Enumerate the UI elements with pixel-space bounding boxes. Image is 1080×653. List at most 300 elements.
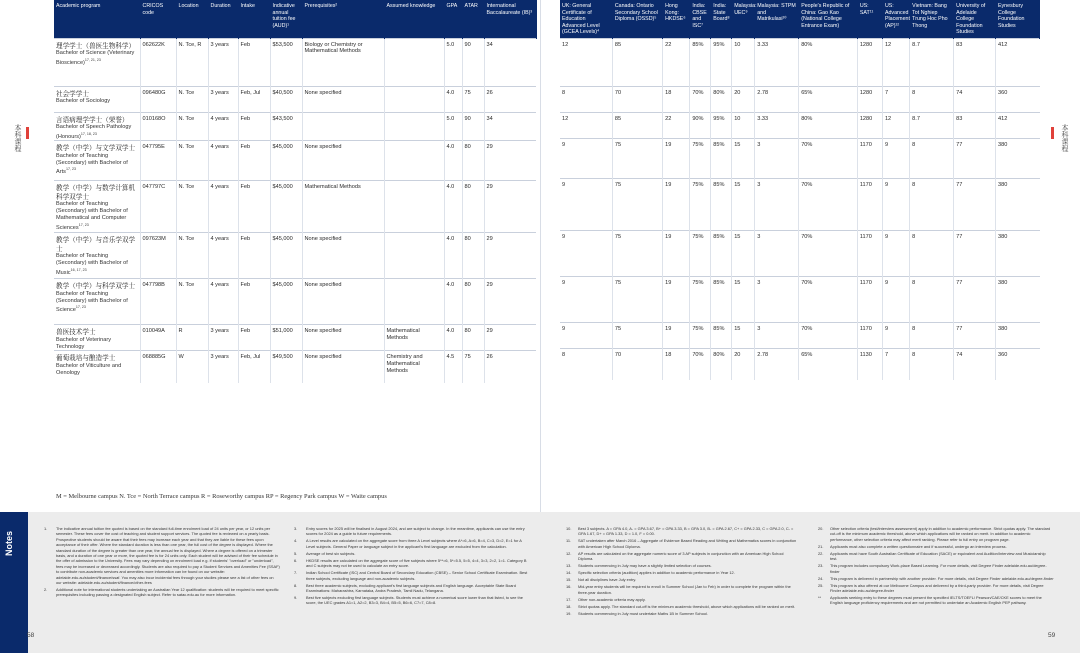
cell-eynesbury: 360 xyxy=(996,86,1040,112)
cell-uk: 8 xyxy=(560,348,612,380)
footnote-ref: 17, 23 xyxy=(75,305,86,310)
table-row xyxy=(54,181,536,233)
cell-state: 85% xyxy=(711,230,732,276)
column-header: Assumed knowledge xyxy=(384,0,444,38)
footnote-number: 12. xyxy=(566,550,572,556)
footnote xyxy=(294,583,530,594)
footnote xyxy=(566,570,798,575)
cell-intake: Feb xyxy=(238,325,270,351)
cell-uac: 77 xyxy=(954,322,996,348)
cell-cbse: 75% xyxy=(690,138,711,178)
program-name-cell xyxy=(54,233,140,279)
cell-hk: 22 xyxy=(663,112,690,138)
cell-cbse: 90% xyxy=(690,112,711,138)
cell-intake: Feb xyxy=(238,112,270,141)
cell-location: N. Tce xyxy=(176,181,208,233)
column-header: Duration xyxy=(208,0,238,38)
program-name-en xyxy=(56,50,138,66)
program-name-en xyxy=(56,201,138,231)
cell-cricos: 068885G xyxy=(140,351,176,383)
cell-cricos: 047795E xyxy=(140,141,176,181)
cell-prereq: None specified xyxy=(302,351,384,383)
section-marker xyxy=(26,127,29,139)
cell-uec: 15 xyxy=(732,178,755,230)
column-header: Vietnam: Bang Tot Nghiep Trung Hoc Pho Thong xyxy=(910,0,954,38)
cell-gaokao: 65% xyxy=(799,348,858,380)
cell-uac: 83 xyxy=(954,112,996,138)
column-header: US: SAT¹¹ xyxy=(857,0,882,38)
table-row xyxy=(54,38,536,86)
footnote xyxy=(566,526,798,537)
footnote-number: 5. xyxy=(294,550,298,556)
program-name-en xyxy=(56,291,138,314)
footnote xyxy=(818,544,1054,549)
cell-cricos: 096480G xyxy=(140,86,176,112)
footnote xyxy=(818,583,1054,594)
cell-uec: 10 xyxy=(732,38,755,86)
cell-sat: 1170 xyxy=(857,322,882,348)
footnote-ref: 17, 23 xyxy=(78,222,89,227)
program-name-en-text: Bachelor of Science (Veterinary Bioscience) xyxy=(56,49,135,66)
cell-hk: 22 xyxy=(663,38,690,86)
cell-duration: 4 years xyxy=(208,279,238,325)
cell-gaokao: 70% xyxy=(799,276,858,322)
cell-eynesbury: 380 xyxy=(996,322,1040,348)
footnote xyxy=(818,563,1054,574)
table-row xyxy=(54,141,536,181)
cell-assumed xyxy=(384,181,444,233)
cell-gpa: 4.5 xyxy=(444,351,462,383)
footnote-number: 8. xyxy=(294,582,298,588)
column-header: Indicative annual tuition fee (AUD)¹ xyxy=(270,0,302,38)
footnote-ref: 16, 17, 23 xyxy=(70,267,87,272)
notes-column-2 xyxy=(294,526,530,607)
cell-uk: 9 xyxy=(560,230,612,276)
footnote-text: Students commencing in July must undertake Maths 1B in Summer School. xyxy=(578,610,708,616)
cell-stpm: 3 xyxy=(755,230,799,276)
cell-ib: 34 xyxy=(484,38,536,86)
footnote-text: Mid-year entry students will be required to enroll in Summer School (Jan to Feb) in order to complete the program within the three-year duration. xyxy=(578,584,791,595)
footnote-number: 19. xyxy=(566,610,572,616)
footnote-text: HKDSE results are calculated on the aggregate score of five subjects where 5**=6, 5*=5.5, 5=5, 4=4, 3=3, 2=2, 1=1. Category B and C subjects may not be used to calculate an entry score. xyxy=(306,557,527,569)
column-header: Malaysia: STPM and Matrikulasi¹⁰ xyxy=(755,0,799,38)
footnote xyxy=(294,570,530,581)
footnote-number: 2. xyxy=(44,587,48,593)
table-row xyxy=(54,325,536,351)
cell-intake: Feb xyxy=(238,141,270,181)
table-row xyxy=(560,138,1040,178)
cell-cricos: 010168O xyxy=(140,112,176,141)
program-table-left xyxy=(54,0,537,383)
cell-stpm: 3.33 xyxy=(755,38,799,86)
cell-cbse: 75% xyxy=(690,322,711,348)
footnote xyxy=(566,604,798,609)
footnote-ref: 17, 21, 23 xyxy=(84,57,101,62)
cell-location: N. Tce xyxy=(176,233,208,279)
program-name-en-text: Bachelor of Veterinary Technology xyxy=(56,336,112,350)
cell-uac: 74 xyxy=(954,348,996,380)
cell-atar: 90 xyxy=(462,38,484,86)
cell-uk: 12 xyxy=(560,112,612,138)
cell-prereq: Biology or Chemistry or Mathematical Methods xyxy=(302,38,384,86)
program-name-cell xyxy=(54,141,140,181)
cell-prereq: None specified xyxy=(302,325,384,351)
cell-ap: 7 xyxy=(882,348,909,380)
cell-ap: 12 xyxy=(882,112,909,138)
cell-prereq: None specified xyxy=(302,141,384,181)
table-row xyxy=(560,276,1040,322)
cell-state: 85% xyxy=(711,322,732,348)
cell-location: N. Tce xyxy=(176,141,208,181)
program-table-right xyxy=(560,0,1040,380)
footnote-text: Students commencing in July may have a slightly limited selection of courses. xyxy=(578,563,712,569)
cell-ap: 12 xyxy=(882,38,909,86)
cell-uk: 8 xyxy=(560,86,612,112)
footnote-ref: 17, 23 xyxy=(65,167,76,172)
cell-state: 85% xyxy=(711,276,732,322)
table-row xyxy=(560,112,1040,138)
cell-atar: 80 xyxy=(462,279,484,325)
footnote-text: This program includes compulsory Work-place Based Learning. For more details, visit Degree Finder adelaide.edu.au/degree-finder xyxy=(830,563,1047,574)
cell-uec: 20 xyxy=(732,348,755,380)
cell-cricos: 047797C xyxy=(140,181,176,233)
footnote-number: 18. xyxy=(566,603,572,609)
footnote-text: Best three academic subjects, excluding applicant's first language subjects and English language. Acceptable State Board Examinations: Maharashtra, Karnataka, Andra Pradesh, Tamil Nadu, Telangana. xyxy=(306,582,516,594)
program-name-zh: 兽医技术学士 xyxy=(56,328,96,337)
footnote-text: SAT undertaken after March 2016 – Aggregate of Evidence Based Reading and Writing and Mathematics scores in conjunction with American High School Diploma. xyxy=(578,538,797,549)
cell-ib: 26 xyxy=(484,86,536,112)
notes-column-3 xyxy=(566,526,798,618)
footnote xyxy=(294,526,530,537)
cell-canada: 75 xyxy=(612,178,662,230)
program-name-en xyxy=(56,337,138,351)
cell-vietnam: 8 xyxy=(910,178,954,230)
cell-hk: 19 xyxy=(663,138,690,178)
cell-eynesbury: 380 xyxy=(996,138,1040,178)
cell-hk: 18 xyxy=(663,86,690,112)
footnote xyxy=(294,558,530,569)
cell-gaokao: 65% xyxy=(799,86,858,112)
page-number-left: 58 xyxy=(27,632,35,639)
table-row xyxy=(54,279,536,325)
cell-stpm: 2.78 xyxy=(755,348,799,380)
table-row xyxy=(560,38,1040,86)
footnote xyxy=(818,595,1054,606)
cell-fee: $45,000 xyxy=(270,181,302,233)
cell-atar: 80 xyxy=(462,233,484,279)
cell-ib: 29 xyxy=(484,325,536,351)
cell-hk: 19 xyxy=(663,178,690,230)
cell-uec: 15 xyxy=(732,138,755,178)
cell-fee: $40,500 xyxy=(270,86,302,112)
cell-hk: 19 xyxy=(663,322,690,348)
cell-assumed: Mathematical Methods xyxy=(384,325,444,351)
cell-uec: 10 xyxy=(732,112,755,138)
cell-ap: 9 xyxy=(882,178,909,230)
cell-ap: 9 xyxy=(882,276,909,322)
footnote xyxy=(818,526,1054,542)
program-name-cell xyxy=(54,38,140,86)
footnote xyxy=(294,538,530,549)
cell-sat: 1280 xyxy=(857,86,882,112)
cell-stpm: 3 xyxy=(755,178,799,230)
cell-vietnam: 8 xyxy=(910,276,954,322)
cell-stpm: 3 xyxy=(755,322,799,348)
footnote-number: 20. xyxy=(818,526,824,531)
footnote-number: 21. xyxy=(818,543,824,549)
cell-ib: 29 xyxy=(484,141,536,181)
program-name-zh: 社会学学士 xyxy=(56,89,89,98)
cell-canada: 85 xyxy=(612,38,662,86)
cell-assumed xyxy=(384,38,444,86)
program-name-en-text: Bachelor of Teaching (Secondary) with Bachelor of Arts xyxy=(56,152,128,176)
cell-gpa: 4.0 xyxy=(444,141,462,181)
cell-canada: 70 xyxy=(612,348,662,380)
footnote-text: Not all disciplines have July entry. xyxy=(578,577,637,583)
cell-sat: 1280 xyxy=(857,38,882,86)
cell-hk: 18 xyxy=(663,348,690,380)
cell-duration: 4 years xyxy=(208,181,238,233)
program-name-zh: 言语病理学学士（荣誉） xyxy=(56,115,129,124)
program-name-zh: 教学（中学）与音乐学双学士 xyxy=(56,236,136,253)
cell-intake: Feb xyxy=(238,279,270,325)
program-name-en-text: Bachelor of Teaching (Secondary) with Bachelor of Science xyxy=(56,290,128,314)
cell-uac: 77 xyxy=(954,230,996,276)
cell-sat: 1130 xyxy=(857,348,882,380)
footnote xyxy=(44,526,280,585)
cell-state: 95% xyxy=(711,112,732,138)
cell-fee: $45,000 xyxy=(270,141,302,181)
table-row xyxy=(54,86,536,112)
footnote-number: 17. xyxy=(566,596,572,602)
footnote-text: AP results are calculated on the aggregate numeric score of 3 AP subjects in conjunction with an American High School Diploma. xyxy=(578,550,784,562)
footnote xyxy=(566,577,798,582)
cell-canada: 70 xyxy=(612,86,662,112)
program-name-cell xyxy=(54,181,140,233)
cell-hk: 19 xyxy=(663,230,690,276)
footnote-number: 1. xyxy=(44,526,48,531)
cell-gpa: 4.0 xyxy=(444,86,462,112)
column-header: Eynesbury College Foundation Studies xyxy=(996,0,1040,38)
cell-atar: 75 xyxy=(462,86,484,112)
cell-ap: 7 xyxy=(882,86,909,112)
cell-duration: 3 years xyxy=(208,325,238,351)
cell-uk: 12 xyxy=(560,38,612,86)
program-name-zh: 教学（中学）与科学双学士 xyxy=(56,282,136,291)
footnote-number: 6. xyxy=(294,557,298,563)
cell-stpm: 3 xyxy=(755,138,799,178)
footnote-text: Applicants seeking entry to these degrees must present the specified IELTS/TOEFL/ Pearson/CAE/CKE scores to meet the English language proficiency requirements and are not permitted to undertake an Academic English PEP pathway. xyxy=(830,595,1042,606)
column-header: GPA xyxy=(444,0,462,38)
footnote-text: Specific selection criteria (audition) applies in addition to academic performance in Year 12. xyxy=(578,570,735,576)
table-row xyxy=(54,351,536,383)
cell-fee: $43,500 xyxy=(270,112,302,141)
column-header: International Baccalaureate (IB)³ xyxy=(484,0,536,38)
notes-title: Notes xyxy=(4,530,14,556)
footnote-number: 10. xyxy=(566,526,572,531)
table-row xyxy=(54,233,536,279)
footnote xyxy=(294,551,530,556)
column-header: Academic program xyxy=(54,0,140,38)
footnote-number: 14. xyxy=(566,570,572,576)
cell-vietnam: 8 xyxy=(910,138,954,178)
cell-uk: 9 xyxy=(560,276,612,322)
table-row xyxy=(560,322,1040,348)
footnote-number: 22. xyxy=(818,550,824,556)
cell-eynesbury: 380 xyxy=(996,178,1040,230)
cell-gaokao: 80% xyxy=(799,112,858,138)
cell-stpm: 2.78 xyxy=(755,86,799,112)
footnote-number: ** xyxy=(818,595,822,601)
cell-cbse: 75% xyxy=(690,276,711,322)
cell-assumed xyxy=(384,86,444,112)
cell-ib: 34 xyxy=(484,112,536,141)
cell-ap: 9 xyxy=(882,230,909,276)
column-header: India: CBSE and ISC⁷ xyxy=(690,0,711,38)
section-marker xyxy=(1051,127,1054,139)
cell-gpa: 4.0 xyxy=(444,325,462,351)
cell-uac: 74 xyxy=(954,86,996,112)
notes-column-1 xyxy=(44,526,280,599)
footnote xyxy=(566,611,798,616)
cell-fee: $51,000 xyxy=(270,325,302,351)
cell-vietnam: 8 xyxy=(910,86,954,112)
cell-canada: 75 xyxy=(612,276,662,322)
section-label-left: 本科课程 xyxy=(14,124,22,152)
cell-vietnam: 8.7 xyxy=(910,112,954,138)
cell-vietnam: 8 xyxy=(910,348,954,380)
cell-intake: Feb, Jul xyxy=(238,86,270,112)
cell-uac: 77 xyxy=(954,138,996,178)
cell-hk: 19 xyxy=(663,276,690,322)
program-name-zh: 教学（中学）与数学计算机科学双学士 xyxy=(56,184,136,201)
cell-gaokao: 70% xyxy=(799,178,858,230)
footnote xyxy=(566,597,798,602)
footnote-text: Average of best six subjects. xyxy=(306,550,356,556)
cell-location: W xyxy=(176,351,208,383)
cell-eynesbury: 360 xyxy=(996,348,1040,380)
cell-gpa: 5.0 xyxy=(444,38,462,86)
cell-ib: 26 xyxy=(484,351,536,383)
footnote-number: 11. xyxy=(566,538,572,544)
cell-ib: 29 xyxy=(484,181,536,233)
footnote-number: 4. xyxy=(294,538,298,544)
footnote-text: Other non-academic criteria may apply. xyxy=(578,596,646,602)
footnote xyxy=(44,587,280,598)
footnote-number: 16. xyxy=(566,584,572,590)
cell-gaokao: 70% xyxy=(799,138,858,178)
footnote-text: Applicants must have South Australian Certificate of Education (SACE) or equivalent and Audition/Interview and Musicianship test. xyxy=(830,550,1046,562)
section-label-right: 本科课程 xyxy=(1061,124,1069,152)
footnote-text: A Level results are calculated on the aggregate score from three A Level subjects where A*=6, A=6, B=4, C=3, D=2, E=1 for A Level subjects. General Paper or language subject in the applicant's first language are excluded from the calculation. xyxy=(306,538,522,549)
footnote-number: 15. xyxy=(566,577,572,583)
table-row xyxy=(560,86,1040,112)
cell-uec: 15 xyxy=(732,322,755,348)
cell-sat: 1170 xyxy=(857,230,882,276)
cell-cbse: 75% xyxy=(690,230,711,276)
cell-vietnam: 8 xyxy=(910,230,954,276)
cell-eynesbury: 412 xyxy=(996,112,1040,138)
cell-location: N. Tce xyxy=(176,86,208,112)
cell-gaokao: 70% xyxy=(799,230,858,276)
cell-state: 80% xyxy=(711,348,732,380)
cell-canada: 75 xyxy=(612,230,662,276)
cell-location: N. Tce xyxy=(176,279,208,325)
cell-gpa: 4.0 xyxy=(444,233,462,279)
cell-duration: 3 years xyxy=(208,38,238,86)
program-name-en xyxy=(56,98,138,105)
footnote-text: Applicants must also complete a written questionnaire and if successful, undergo an interview process. xyxy=(830,543,1007,549)
cell-fee: $49,500 xyxy=(270,351,302,383)
program-name-zh: 葡萄栽培与酿造学士 xyxy=(56,354,116,363)
cell-location: N. Tce xyxy=(176,112,208,141)
cell-gaokao: 70% xyxy=(799,322,858,348)
cell-state: 85% xyxy=(711,178,732,230)
program-name-en-text: Bachelor of Teaching (Secondary) with Bachelor of Music xyxy=(56,253,128,276)
program-name-cell xyxy=(54,112,140,141)
cell-atar: 80 xyxy=(462,141,484,181)
page-divider xyxy=(540,0,541,512)
cell-prereq: None specified xyxy=(302,86,384,112)
footnote-text: The indicative annual tuition fee quoted is based on the standard full-time enrolment load of 24 units per year, or 12 units per semester. These fees cover the cost of teaching and student support services. The quoted fee is reviewed on a yearly basis. Prospective students should be aware that their fees may increase each year and that they are liable for these fees upon acceptance of their offer. Where the standard duration is less than one year, the full cost of the degree is displayed. Where the standard duration of the degree is greater than one year, the annual fee is displayed. Where a degree is offered on a trimester basis, and a duration of one year or more, the quoted fee is for 24 units only. Each student will be advised of their fee schedule in the offer of admission to the University. Fees may vary depending on enrolment load e.g. if students' "overload" or "underload", fees may be increased or decreased accordingly. Students are also required to pay a Student Services and Amenities Fee (SSAF) to contribute non-academic services and amenities more information can be found on our website: adelaide.edu.au/student/finance/ssaf. You may also incur incidental fees through your studies please see a list of other fees on our website: adelaide.edu.au/student/finance/other-fees xyxy=(56,526,280,586)
footnote-text: Additional note for international students undertaking an Australian Year 12 qualification: students will be required to meet specific prerequisites including passing a designated English subject. Refer to satac.edu.au for more information. xyxy=(56,587,279,598)
notes-column-4 xyxy=(818,526,1054,607)
table-row xyxy=(560,178,1040,230)
footnote xyxy=(566,584,798,595)
cell-stpm: 3 xyxy=(755,276,799,322)
column-header: Malaysia: UEC⁹ xyxy=(732,0,755,38)
cell-fee: $45,000 xyxy=(270,233,302,279)
cell-ap: 9 xyxy=(882,322,909,348)
cell-uac: 77 xyxy=(954,276,996,322)
cell-duration: 3 years xyxy=(208,351,238,383)
cell-eynesbury: 380 xyxy=(996,230,1040,276)
campus-legend: M = Melbourne campus N. Tce = North Terrace campus R = Roseworthy campus RP = Regency Park campus W = Waite campus xyxy=(56,493,387,500)
cell-vietnam: 8 xyxy=(910,322,954,348)
program-name-en xyxy=(56,363,138,377)
cell-canada: 75 xyxy=(612,322,662,348)
footnote-text: This program is delivered in partnership with another provider. For more details, visit Degree Finder adelaide.edu.au/degree-finder xyxy=(830,575,1054,581)
cell-cbse: 70% xyxy=(690,86,711,112)
column-header: India: State Board⁸ xyxy=(711,0,732,38)
column-header: Hong Kong: HKDSE⁶ xyxy=(663,0,690,38)
cell-ap: 9 xyxy=(882,138,909,178)
column-header: Location xyxy=(176,0,208,38)
cell-atar: 90 xyxy=(462,112,484,141)
cell-location: R xyxy=(176,325,208,351)
cell-gpa: 4.0 xyxy=(444,181,462,233)
cell-gaokao: 80% xyxy=(799,38,858,86)
program-name-en-text: Bachelor of Viticulture and Oenology xyxy=(56,362,122,376)
cell-cbse: 85% xyxy=(690,38,711,86)
footnote-ref: 17, 18, 23 xyxy=(80,131,97,136)
footnote-text: Entry scores for 2025 will be finalised in August 2024, and are subject to change. In the meantime, applicants can use the entry scores for 2024 as a guide to future requirements. xyxy=(306,526,525,537)
footnote-text: Strict quotas apply. The standard cut-off is the minimum academic threshold, above which applications will be ranked on merit. xyxy=(578,603,796,609)
cell-atar: 80 xyxy=(462,181,484,233)
footnote xyxy=(294,595,530,606)
column-header: University of Adelaide College Foundation Studies xyxy=(954,0,996,38)
cell-prereq xyxy=(302,112,384,141)
cell-gpa: 4.0 xyxy=(444,279,462,325)
footnote-number: 24. xyxy=(818,575,824,581)
footnote xyxy=(818,551,1054,562)
cell-sat: 1170 xyxy=(857,178,882,230)
column-header: US: Advanced Placement (AP)¹² xyxy=(882,0,909,38)
cell-cricos: 047798B xyxy=(140,279,176,325)
cell-ib: 29 xyxy=(484,233,536,279)
footnote-text: This program is also offered at our Melbourne Campus and delivered by a third-party provider. For more details, visit Degree Finder adelaide.edu.au/degree-finder xyxy=(830,582,1044,594)
cell-atar: 75 xyxy=(462,351,484,383)
